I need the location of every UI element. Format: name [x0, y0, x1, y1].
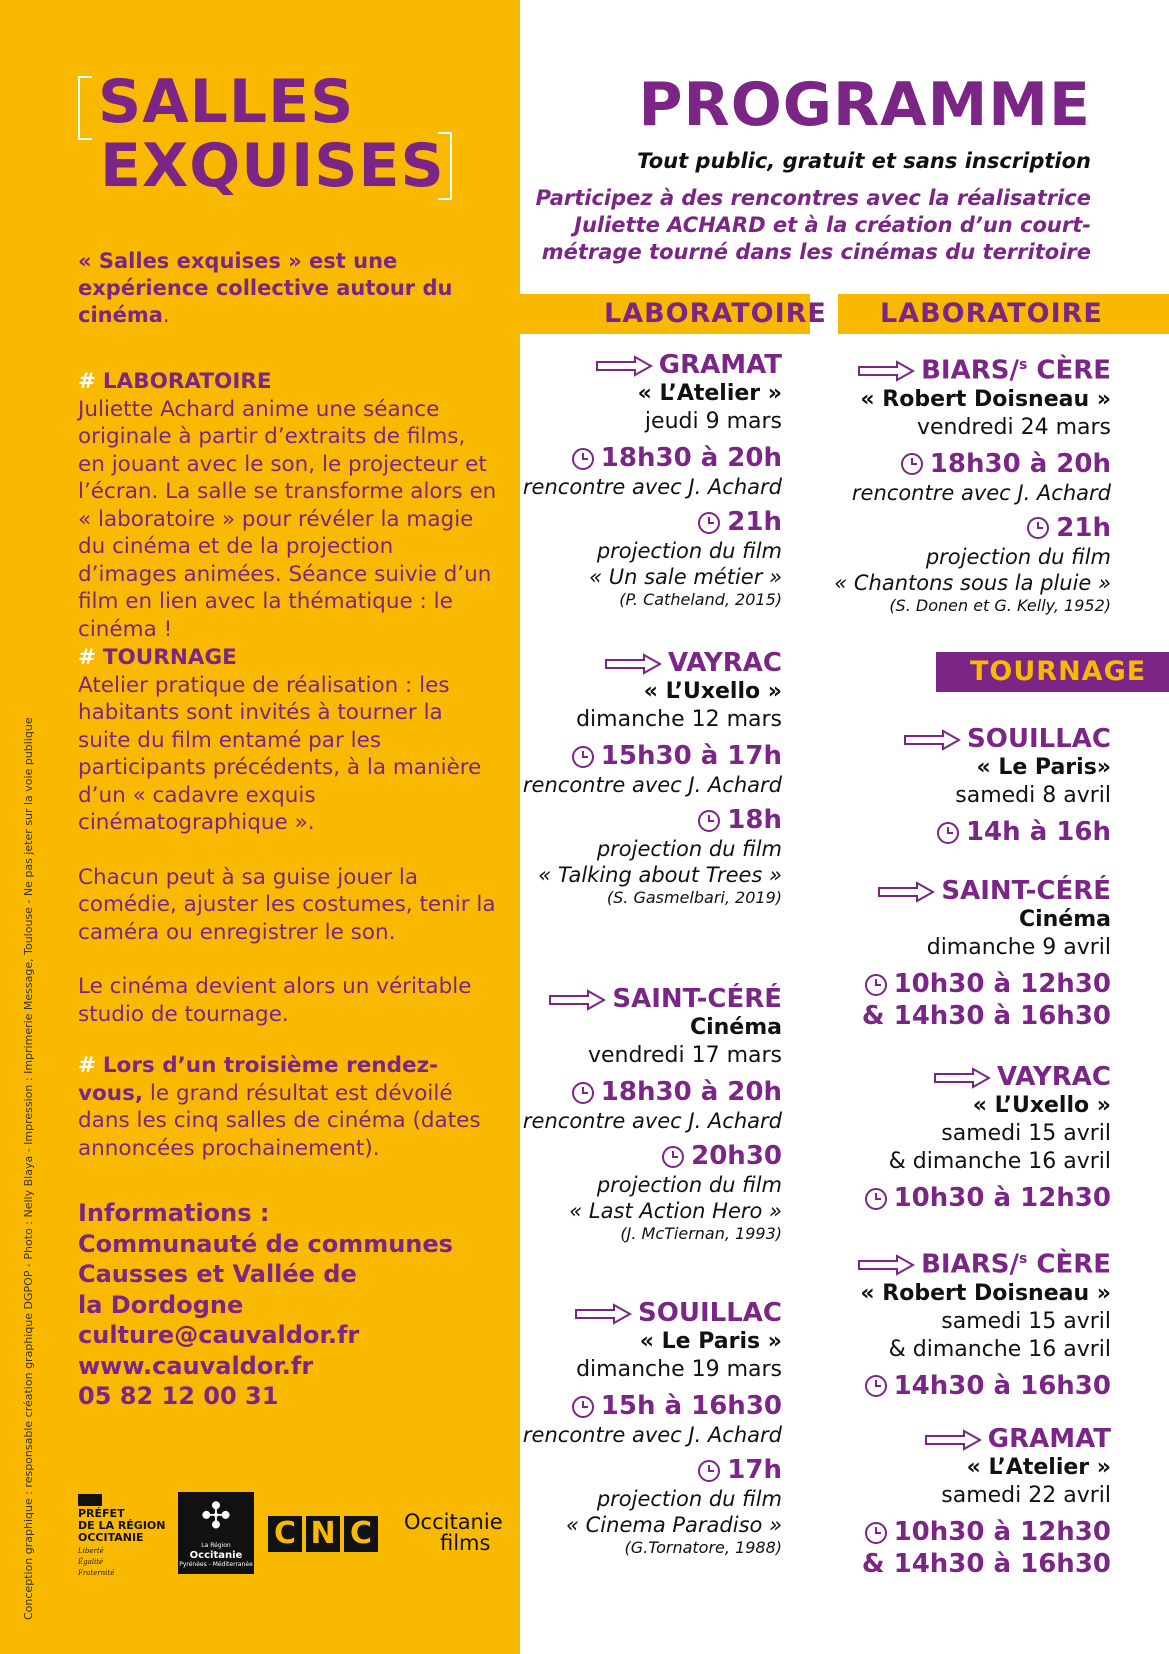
tournage-text-2: Chacun peut à sa guise jouer la comédie, ajuster les costumes, tenir la caméra ou enregistrer le son. [78, 864, 496, 945]
occitan-cross-icon: ✣ [200, 1496, 232, 1537]
event-time: 15h à 16h30 [520, 1390, 782, 1422]
event-time: 14h30 à 16h30 [770, 1370, 1111, 1402]
rendezvous-section [78, 1052, 498, 1162]
arrow-right-icon [574, 1303, 632, 1325]
clock-icon [864, 973, 888, 997]
event-biars-tournage [770, 1244, 1111, 1402]
salles-exquises-title [78, 68, 452, 200]
clock-icon [697, 809, 721, 833]
event-film-title: « Un sale métier » [589, 565, 782, 589]
event-date: samedi 15 avril [941, 1121, 1111, 1146]
info-email-link[interactable]: culture@cauvaldor.fr [78, 1321, 360, 1349]
arrow-right-icon [857, 1254, 915, 1276]
event-date: vendredi 17 mars [587, 1043, 782, 1068]
event-venue: « L’Uxello » [643, 679, 782, 704]
event-venue: « Le Paris» [976, 755, 1111, 780]
event-time-2: 21h [770, 512, 1111, 544]
laboratoire-band-1: LABORATOIRE [520, 294, 810, 334]
clock-icon [697, 511, 721, 535]
event-film-title: « Talking about Trees » [538, 863, 782, 887]
event-venue: « Robert Doisneau » [860, 1280, 1111, 1306]
laboratoire-text: Juliette Achard anime une séance originale à partir d’extraits de films, en jouant avec le son, le projecteur et l’écran. La salle se transforme alors en « laboratoire » pour révéler la magie du cinéma et de la projection d’images animées. Séance suivie d’un film en lien avec la thématique : le cinéma ! [78, 396, 497, 642]
intro-text [78, 248, 478, 329]
event-vayrac-tournage [770, 1062, 1111, 1214]
prefet-line-1: PRÉFET [78, 1507, 125, 1520]
event-date: samedi 22 avril [941, 1483, 1111, 1508]
event-date: jeudi 9 mars [644, 409, 782, 434]
laboratoire-band-2: LABORATOIRE [838, 294, 1169, 334]
event-note: rencontre avec J. Achard [522, 1109, 782, 1133]
event-note: rencontre avec J. Achard [522, 475, 782, 499]
event-time-2: 20h30 [520, 1140, 782, 1172]
event-time: 18h30 à 20h [520, 442, 782, 474]
title-line-2: EXQUISES [100, 131, 445, 201]
arrow-right-icon [924, 1429, 982, 1451]
event-souillac-lab [520, 1298, 782, 1558]
arrow-right-icon [857, 360, 915, 382]
event-vayrac-lab [520, 648, 782, 908]
event-venue: « L’Atelier » [637, 381, 782, 406]
event-venue: « Le Paris » [639, 1329, 782, 1354]
event-gramat-lab [520, 350, 782, 610]
clock-icon [864, 1521, 888, 1545]
bracket-left-decoration [78, 76, 92, 140]
info-heading: Informations : [78, 1199, 270, 1227]
event-saintcere-lab [520, 984, 782, 1244]
intro-end: . [162, 303, 170, 327]
event-date: dimanche 9 avril [926, 935, 1111, 960]
clock-icon [571, 745, 595, 769]
event-projection-label: projection du film [596, 837, 782, 861]
event-date-second: & dimanche 16 avril [888, 1149, 1111, 1174]
tournage-band: TOURNAGE [936, 652, 1169, 692]
event-time-second: & 14h30 à 16h30 [861, 1001, 1111, 1031]
occ-line-2: films [440, 1531, 491, 1555]
event-date: vendredi 24 mars [916, 414, 1111, 440]
event-film-title: « Last Action Hero » [569, 1199, 782, 1223]
event-time: 10h30 à 12h30 [770, 1182, 1111, 1214]
event-time: 18h30 à 20h [520, 1076, 782, 1108]
event-time-2: 21h [520, 506, 782, 538]
prefet-line-3: OCCITANIE [78, 1531, 144, 1544]
event-city: BIARS/$^s$ CÈRE [770, 350, 1111, 386]
region-line-3: Pyrénées - Méditerranée [179, 1561, 253, 1568]
event-projection-label: projection du film [596, 539, 782, 563]
event-saintcere-tournage [770, 876, 1111, 1032]
event-souillac-tournage [770, 724, 1111, 848]
event-time: 10h30 à 12h30 [770, 968, 1111, 1000]
event-time: 18h30 à 20h [770, 448, 1111, 480]
occitanie-films-logo [404, 1512, 503, 1554]
prefet-motto-2: Égalité [78, 1558, 104, 1566]
region-line-1: La Région [201, 1542, 231, 1549]
event-projection-label: projection du film [596, 1487, 782, 1511]
event-venue: Cinéma [1018, 907, 1111, 932]
info-website-link[interactable]: www.cauvaldor.fr [78, 1351, 314, 1380]
arrow-right-icon [903, 729, 961, 751]
event-film-title: « Cinema Paradiso » [566, 1513, 782, 1537]
arrow-right-icon [548, 989, 606, 1011]
info-line-2: Communauté de communes [78, 1229, 453, 1258]
arrow-right-icon [933, 1067, 991, 1089]
event-city: SAINT-CÉRÉ [770, 876, 1111, 906]
cnc-letter-3: C [344, 1516, 378, 1552]
event-date: samedi 8 avril [955, 783, 1111, 808]
tournage-text-3: Le cinéma devient alors un véritable studio de tournage. [78, 974, 472, 1027]
event-time-2: 18h [520, 804, 782, 836]
event-time: 15h30 à 17h [520, 740, 782, 772]
event-time-2: 17h [520, 1454, 782, 1486]
info-line-3: Causses et Vallée de [78, 1260, 357, 1288]
lead-text: Participez à des rencontres avec la réalisatrice Juliette ACHARD et à la création d’un court-métrage tourné dans les cinémas du territoire [535, 186, 1091, 264]
event-biars-lab [770, 350, 1111, 616]
hash-symbol: # [78, 369, 97, 394]
clock-icon [864, 1374, 888, 1398]
event-film-credit: (S. Gasmelbari, 2019) [606, 888, 782, 907]
region-occitanie-logo [178, 1492, 254, 1574]
cnc-logo [268, 1516, 378, 1552]
vertical-credit-text: Conception graphique : responsable création graphique DGPOP - Photo : Nelly Blaya - Impression : Imprimerie Message, Toulouse - Ne pas jeter sur la voie publique [22, 717, 35, 1620]
hash-symbol: # [78, 645, 97, 670]
event-time-second: & 14h30 à 16h30 [861, 1549, 1111, 1579]
event-gramat-tournage [770, 1424, 1111, 1580]
event-projection-label: projection du film [925, 544, 1111, 569]
event-city: VAYRAC [770, 1062, 1111, 1092]
event-date: dimanche 19 mars [576, 1357, 782, 1382]
right-panel [520, 0, 1169, 1654]
prefet-logo [78, 1494, 174, 1577]
event-time: 10h30 à 12h30 [770, 1516, 1111, 1548]
tournage-heading: TOURNAGE [102, 645, 237, 670]
occ-line-1: Occitanie [404, 1510, 503, 1534]
event-film-credit: (J. McTiernan, 1993) [620, 1224, 782, 1243]
event-venue: « L’Atelier » [966, 1455, 1111, 1480]
event-date: samedi 15 avril [941, 1308, 1111, 1334]
event-film-credit: (S. Donen et G. Kelly, 1952) [889, 595, 1111, 615]
event-time: 14h à 16h [770, 816, 1111, 848]
event-city: GRAMAT [520, 350, 782, 380]
subtitle: Tout public, gratuit et sans inscription [637, 149, 1091, 173]
rendezvous-text: le grand résultat est dévoilé dans les cinq salles de cinéma (dates annoncées prochainement). [78, 1080, 481, 1161]
event-city: GRAMAT [770, 1424, 1111, 1454]
info-phone: 05 82 12 00 31 [78, 1382, 279, 1410]
clock-icon [571, 1081, 595, 1105]
left-panel [0, 0, 520, 1654]
tournage-section [78, 644, 498, 1028]
title-line-1: SALLES [98, 67, 355, 137]
marianne-flag-icon [78, 1494, 102, 1506]
event-venue: Cinéma [689, 1015, 782, 1040]
cnc-letter-2: N [306, 1516, 340, 1552]
event-venue: « Robert Doisneau » [860, 386, 1111, 412]
clock-icon [571, 447, 595, 471]
event-date: dimanche 12 mars [576, 707, 782, 732]
clock-icon [936, 821, 960, 845]
cnc-letter-1: C [268, 1516, 302, 1552]
info-line-4: la Dordogne [78, 1290, 244, 1319]
event-film-credit: (P. Catheland, 2015) [619, 590, 782, 609]
event-note: rencontre avec J. Achard [851, 480, 1111, 505]
event-city: SOUILLAC [520, 1298, 782, 1328]
programme-title: PROGRAMME [638, 70, 1091, 140]
partner-logos [78, 1492, 518, 1576]
event-city: SAINT-CÉRÉ [520, 984, 782, 1014]
bracket-right-decoration [438, 132, 452, 200]
hash-symbol: # [78, 1053, 97, 1078]
event-film-title: « Chantons sous la pluie » [834, 570, 1111, 595]
clock-icon [661, 1145, 685, 1169]
clock-icon [571, 1395, 595, 1419]
event-city: SOUILLAC [770, 724, 1111, 754]
prefet-motto-1: Liberté [78, 1547, 104, 1555]
laboratoire-section [78, 368, 498, 643]
clock-icon [697, 1459, 721, 1483]
arrow-right-icon [604, 653, 662, 675]
event-projection-label: projection du film [596, 1173, 782, 1197]
event-film-credit: (G.Tornatore, 1988) [624, 1538, 782, 1557]
prefet-line-2: DE LA RÉGION [78, 1519, 166, 1532]
event-city: BIARS/$^s$ CÈRE [770, 1244, 1111, 1280]
arrow-right-icon [595, 355, 653, 377]
region-line-2: Occitanie [189, 1550, 243, 1561]
arrow-right-icon [877, 881, 935, 903]
event-note: rencontre avec J. Achard [522, 773, 782, 797]
rendezvous-heading: Lors d’un troisième rendez-vous, [78, 1053, 439, 1106]
clock-icon [864, 1187, 888, 1211]
clock-icon [1026, 516, 1050, 540]
prefet-motto-3: Fraternité [78, 1569, 115, 1577]
event-city: VAYRAC [520, 648, 782, 678]
laboratoire-heading: LABORATOIRE [102, 369, 272, 394]
tournage-text: Atelier pratique de réalisation : les habitants sont invités à tourner la suite du film entamé par les participants précédents, à la manière d’un « cadavre exquis cinématographique ». [78, 672, 482, 835]
event-venue: « L’Uxello » [972, 1093, 1111, 1118]
clock-icon [900, 452, 924, 476]
event-note: rencontre avec J. Achard [522, 1423, 782, 1447]
information-block [78, 1198, 498, 1412]
intro-bold: « Salles exquises » est une expérience collective autour du cinéma [78, 249, 453, 327]
event-date-second: & dimanche 16 avril [888, 1336, 1111, 1362]
